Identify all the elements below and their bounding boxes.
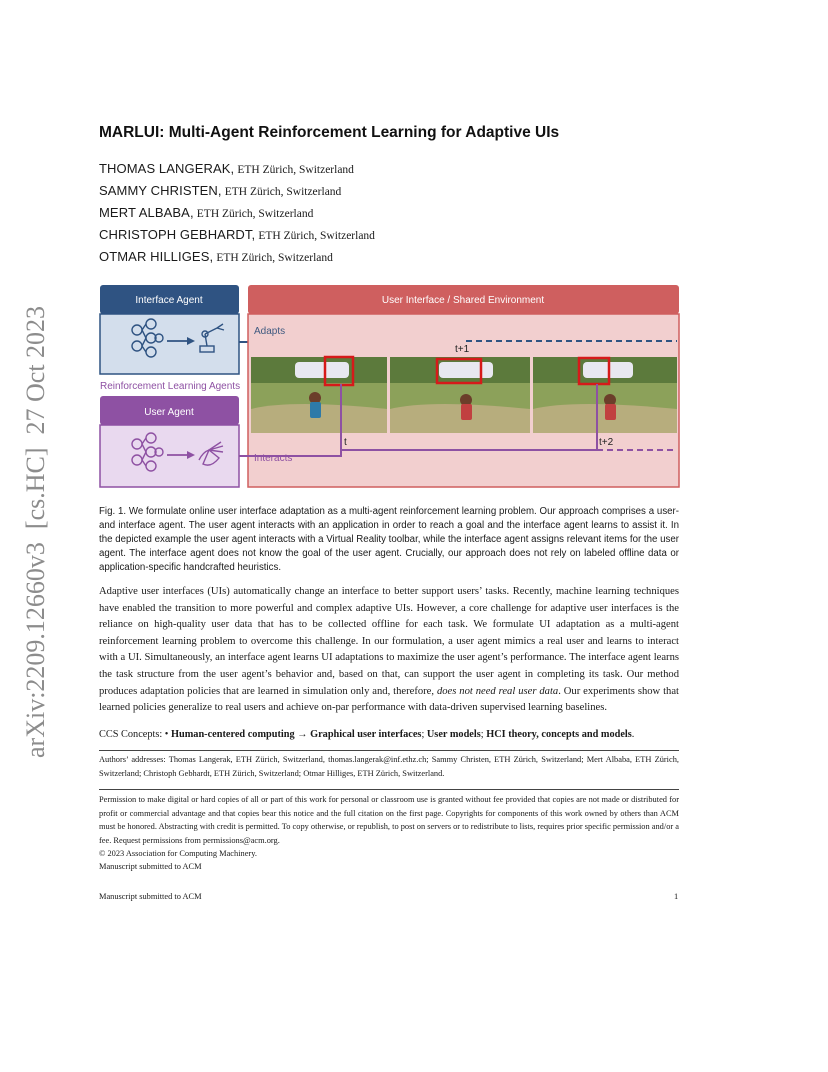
interface-agent-label: Interface Agent [135, 295, 203, 306]
ccs-separator: ; [421, 729, 427, 740]
author-1 [99, 161, 354, 177]
ccs-end: . [631, 729, 635, 740]
author-affiliation: ETH Zürich, Switzerland [258, 230, 375, 242]
divider [99, 750, 679, 751]
figure-caption: Fig. 1. We formulate online user interface adaptation as a multi-agent reinforcement learning problem. Our approach comprises a user- and interface agent. The user agent interacts with an application in order to reach a goal and the interface agent learns to assist it. In the depicted example the user agent interacts with a Virtual Reality toolbar, while the interface agent assigns relevant items for the user agent. The interface agent does not know the goal of the user agent. Crucially, our approach does not rely on labeled offline data or application-specific handcrafted heuristics. [99, 506, 679, 573]
vr-frame-1 [251, 357, 387, 433]
author-name: THOMAS LANGERAK, [99, 161, 235, 176]
divider [99, 789, 679, 790]
ccs-concept: HCI theory, concepts and models [486, 729, 632, 740]
vr-frame-3 [533, 357, 677, 433]
abstract-text: Adaptive user interfaces (UIs) automatically change an interface to better support users’ tasks. Recently, machine learning techniques have enabled the transition to more powerful and complex adaptive UIs. However, a core challenge for adaptive user interfaces is the reliance on high-quality user data that has to be collected offline for each task. We formulate UI adaptation as a multi-agent reinforcement learning problem to overcome this challenge. In our formulation, a user agent mimics a real user and learns to interact with a UI. Simultaneously, an interface agent learns UI adaptations to maximize the user agent’s performance. The interface agent learns the task structure from the user agent’s behavior and, based on that, can support the user agent in completing its task. Our method produces adaptation policies that are learned in simulation only and, therefore, [99, 586, 679, 697]
author-name: OTMAR HILLIGES, [99, 249, 214, 264]
rl-agents-label: Reinforcement Learning Agents [100, 381, 241, 392]
ccs-arrow: → [294, 729, 311, 740]
arxiv-identifier [12, 290, 52, 760]
ccs-label: CCS Concepts: • [99, 729, 169, 740]
abstract [99, 584, 679, 717]
ccs-concept: Graphical user interfaces [310, 729, 422, 740]
vr-frame-2 [390, 357, 530, 433]
page-number: 1 [674, 892, 679, 901]
author-4 [99, 227, 375, 243]
ccs-concepts [99, 729, 679, 740]
author-3 [99, 205, 313, 221]
author-affiliation: ETH Zürich, Switzerland [224, 186, 342, 198]
user-agent-label: User Agent [144, 407, 194, 418]
t-plus-2-label: t+2 [599, 437, 614, 448]
manuscript-note: Manuscript submitted to ACM [99, 862, 202, 871]
adapts-label: Adapts [254, 326, 286, 337]
ccs-concept: User models [426, 729, 481, 740]
author-name: MERT ALBABA, [99, 205, 194, 220]
author-affiliation: ETH Zürich, Switzerland [196, 208, 314, 220]
author-5 [99, 249, 333, 265]
figure-1 [99, 284, 680, 490]
author-2 [99, 183, 341, 199]
user-agent-body [100, 425, 239, 487]
authors-addresses: Authors’ addresses: Thomas Langerak, ETH Zürich, Switzerland, thomas.langerak@inf.ethz.ch; Sammy Christen, ETH Zürich, Switzerland; Mert Albaba, ETH Zürich, Switzerland; Christoph Gebhardt, ETH Zürich, Switzerland; Otmar Hilliges, ETH Zürich, Switzerland. [99, 755, 679, 778]
ccs-separator: ; [480, 729, 487, 740]
author-name: SAMMY CHRISTEN, [99, 183, 222, 198]
interacts-label: Interacts [254, 453, 293, 464]
abstract-text-end: . Our experiments show that learned policies generalize to real users and achieve on-par performance with data-driven supervised learning baselines. [99, 685, 679, 714]
author-affiliation: ETH Zürich, Switzerland [216, 252, 333, 264]
author-name: CHRISTOPH GEBHARDT, [99, 227, 256, 242]
copyright: © 2023 Association for Computing Machinery. [99, 849, 257, 858]
author-affiliation: ETH Zürich, Switzerland [237, 164, 354, 176]
paper-title: MARLUI: Multi-Agent Reinforcement Learning for Adaptive UIs [99, 124, 560, 141]
arxiv-identifier-text: arXiv:2209.12660v3 [cs.HC] 27 Oct 2023 [21, 305, 50, 758]
abstract-emphasis: does not need real user data [436, 685, 559, 697]
footer-left: Manuscript submitted to ACM [99, 892, 202, 901]
ccs-concept: Human-centered computing [170, 729, 295, 740]
t-plus-1-label: t+1 [455, 344, 470, 355]
interface-agent-body [100, 314, 239, 374]
permission-notice: Permission to make digital or hard copies of all or part of this work for personal or classroom use is granted without fee provided that copies are not made or distributed for profit or commercial advantage and that copies bear this notice and the full citation on the first page. Copyrights for components of this work owned by others than ACM must be honored. Abstracting with credit is permitted. To copy otherwise, or republish, to post on servers or to redistribute to lists, requires prior specific permission and/or a fee. Request permissions from permissions@acm.org. [99, 795, 679, 845]
t-label: t [344, 437, 347, 448]
environment-label: User Interface / Shared Environment [381, 295, 545, 306]
